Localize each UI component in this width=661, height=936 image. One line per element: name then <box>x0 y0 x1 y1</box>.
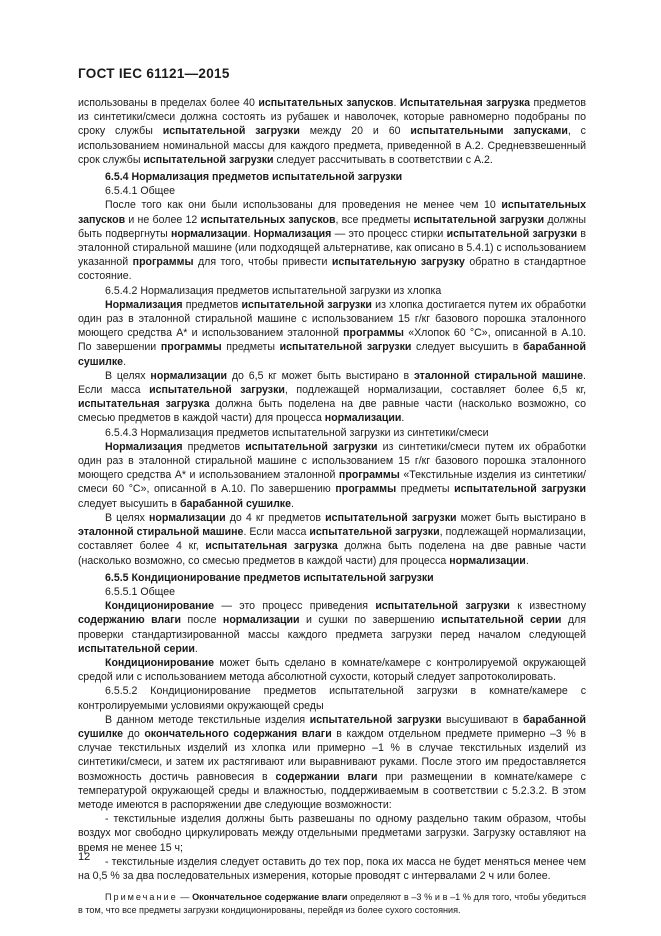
text-run: 6.5.5.1 Общее <box>105 585 176 598</box>
text-run: . Если масса <box>78 369 586 397</box>
bold-term: Нормализация <box>105 440 183 453</box>
text-run: должна быть поделена на две равные части (насколько возможно, со смесью предметов в каждой части) для процесса <box>78 540 586 567</box>
bold-term: программы <box>343 327 404 340</box>
bold-term: испытательная загрузка <box>78 398 210 411</box>
text-run: между 20 и 60 <box>299 125 411 138</box>
bold-term: Испытательная загрузка <box>399 97 531 109</box>
text-run: В целях <box>105 511 149 524</box>
bold-term: испытательной загрузки <box>325 511 457 524</box>
bold-term: окончательного содержания влаги <box>144 727 332 740</box>
bold-term: 6.5.4 Нормализация предметов испытательной загрузки <box>105 171 403 184</box>
bold-term: испытательных запусков <box>78 199 586 226</box>
paragraph <box>78 571 586 585</box>
bold-term: Нормализация <box>253 227 332 240</box>
text-run: — это процесс приведения <box>214 600 376 613</box>
text-run: следует рассчитывать в соответствии с А.2. <box>273 153 493 166</box>
text-run: предметы <box>396 483 455 496</box>
text-run: - текстильные изделия должны быть развешаны по одному раздельно таким образом, чтобы воздух мог свободно циркулировать между отдельными предметами загрузки. Загрузку оставляют на время не менее 15 ч; <box>78 813 586 854</box>
text-run: предметы <box>221 341 280 354</box>
text-run: . <box>123 355 127 368</box>
paragraph <box>78 440 586 511</box>
bold-term: испытательной загрузки <box>309 526 440 539</box>
text-run: из хлопка достигается путем их обработки один раз в эталонной стиральной машине с использованием 15 г/кг базового порошка эталонного моющего средства А* и использованием эталонной <box>78 298 587 340</box>
text-run: 6.5.4.2 Нормализация предметов испытательной загрузки из хлопка <box>105 284 442 297</box>
bold-term: испытательной загрузки <box>375 600 510 613</box>
text-run: в каждом отдельном предмете примерно –3 % в случае текстильных изделий из хлопка или примерно –1 % в случае текстильных изделий из синтетики/смеси, и затем их растягивают или выравнивают руками. После этого им предоставляется возможность достичь равновесия в <box>78 727 586 783</box>
bold-term: Кондиционирование <box>105 600 214 613</box>
text-run: высушивают в <box>441 713 523 726</box>
paragraph <box>78 684 586 712</box>
text-run: до <box>123 727 145 740</box>
note-term: Окончательное содержание влаги <box>192 892 348 903</box>
bold-term: испытательной загрузки <box>149 384 285 397</box>
bold-term: испытательной загрузки <box>245 440 378 453</box>
text-run: . <box>393 97 400 109</box>
bold-term: испытательной серии <box>78 642 195 655</box>
bold-term: испытательная загрузка <box>205 540 338 553</box>
note-text: определяют в –3 % и в –1 % для того, чтобы убедиться в том, что все предметы загрузки кондиционированы, перейдя из более сухого состояния. <box>78 892 586 916</box>
note <box>78 891 586 917</box>
text-run: «Текстильные изделия из синтетики/смеси 60 °С», описанной в А.10. По завершению <box>78 469 586 496</box>
note-dash: — <box>177 892 193 903</box>
text-run: к известному <box>509 600 587 613</box>
bold-term: нормализации <box>449 554 526 567</box>
text-run: и сушки по завершению <box>299 614 442 627</box>
text-run: . Если масса <box>243 526 310 539</box>
text-run: . <box>401 412 405 425</box>
bold-term: программы <box>338 469 400 482</box>
bold-term: испытательными запусками <box>410 125 568 138</box>
bold-term: нормализации <box>170 227 248 240</box>
bold-term: испытательных запусков <box>200 213 336 226</box>
text-run: , все предметы <box>335 213 414 226</box>
paragraph <box>78 656 586 684</box>
bold-term: испытательной загрузки <box>241 298 372 311</box>
text-run: , подлежащей нормализации, составляет более 6,5 кг, <box>284 384 587 397</box>
bold-term: эталонной стиральной машине <box>413 369 584 382</box>
text-run: 6.5.5.2 Кондиционирование предметов испытательной загрузки в комнате/камере с контролируемыми условиями окружающей среды <box>78 685 586 712</box>
bold-term: Кондиционирование <box>105 656 214 669</box>
text-run: После того как они были использованы для проведения не менее чем 10 <box>105 199 502 212</box>
paragraph <box>78 812 586 855</box>
text-run: из синтетики/смеси путем их обработки один раз в эталонной стиральной машине с использованием 15 г/кг базового порошка эталонного моющего средства А* и использованием эталонной <box>78 440 587 482</box>
text-run: до 6,5 кг может быть выстирано в <box>227 369 414 382</box>
paragraph <box>78 585 586 599</box>
bold-term: программы <box>335 483 397 496</box>
text-run: - текстильные изделия следует оставить до тех пор, пока их масса не будет меняться менее чем на 0,5 % за два последовательных измерения, которые проводят с интервалами 2 ч или более. <box>78 855 586 882</box>
bold-term: 6.5.5 Кондиционирование предметов испытательной загрузки <box>105 571 434 584</box>
text-run: для того, чтобы привести <box>193 256 332 269</box>
bold-term: испытательной загрузки <box>279 341 412 354</box>
bold-term: барабанной сушилке <box>78 341 586 368</box>
text-run: В целях <box>105 369 151 382</box>
document-header: ГОСТ IEC 61121—2015 <box>78 66 230 81</box>
paragraph <box>78 298 586 369</box>
note-label: Примечание <box>105 892 178 903</box>
text-run: после <box>181 614 223 627</box>
paragraph <box>78 369 586 426</box>
text-run: следует высушить в <box>411 341 523 354</box>
paragraph <box>78 96 586 167</box>
bold-term: испытательной загрузки <box>446 227 578 240</box>
bold-term: испытательной серии <box>441 614 562 627</box>
text-run: должны быть подвергнуты <box>78 213 586 240</box>
bold-term: Нормализация <box>105 298 183 311</box>
paragraph <box>78 426 586 440</box>
text-run: . <box>247 227 254 240</box>
paragraph <box>78 511 586 568</box>
paragraph <box>78 599 586 656</box>
paragraph <box>78 855 586 883</box>
text-run: может быть выстирано в <box>456 511 587 524</box>
bold-term: содержании влаги <box>275 770 378 783</box>
bold-term: нормализации <box>149 511 226 524</box>
text-run: , подлежащей нормализации, составляет более 4 кг, <box>78 526 586 553</box>
bold-term: нормализации <box>222 614 300 627</box>
text-run: следует высушить в <box>78 497 180 510</box>
page-number: 12 <box>78 851 91 863</box>
bold-term: испытательной загрузки <box>454 483 586 496</box>
document-body <box>78 96 586 917</box>
bold-term: барабанной сушилке <box>78 713 587 740</box>
bold-term: программы <box>132 256 194 269</box>
text-run: обратно в стандартное состояние. <box>78 256 586 283</box>
paragraph <box>78 713 586 812</box>
bold-term: испытательных запусков <box>258 97 394 109</box>
text-run: «Хлопок 60 °С», описанной в А.10. По завершении <box>78 327 587 354</box>
text-run: , с использованием номинальной массы для каждого предмета, приведенной в А.2. Средневзвешенный срок службы <box>78 125 586 166</box>
paragraph <box>78 284 586 298</box>
paragraph <box>78 184 586 198</box>
text-run: использованы в пределах более 40 <box>78 97 259 109</box>
bold-term: содержанию влаги <box>78 614 182 627</box>
text-run: . <box>525 554 529 567</box>
text-run: для проверки стандартизированной массы каждого предмета загрузки перед началом следующей <box>78 614 586 641</box>
bold-term: испытательной загрузки <box>162 125 300 138</box>
text-run: 6.5.4.3 Нормализация предметов испытательной загрузки из синтетики/смеси <box>105 426 489 439</box>
paragraph <box>78 170 586 184</box>
bold-term: барабанной сушилке <box>179 497 291 510</box>
text-run: может быть сделано в комнате/камере с контролируемой окружающей средой или с использованием метода абсолютной сухости, который следует запротоколировать. <box>78 656 586 684</box>
bold-term: нормализации <box>324 412 402 425</box>
text-run: и не более 12 <box>125 213 201 226</box>
bold-term: нормализации <box>150 369 228 382</box>
bold-term: эталонной стиральной машине <box>78 526 244 539</box>
bold-term: испытательной загрузки <box>309 713 442 726</box>
text-run: предметов <box>182 298 242 311</box>
text-run: при размещении в комнате/камере с температурой окружающей среды и влажностью, поддерживаемым в соответствии с 5.2.3.2. В этом методе имеются в распоряжении две следующие возможности: <box>78 770 586 811</box>
paragraph <box>78 198 586 283</box>
text-run: В данном методе текстильные изделия <box>105 713 310 726</box>
text-run: должна быть поделена на две равные части (насколько возможно, со смесью предметов в каждой части) для процесса <box>78 398 586 425</box>
text-run: до 4 кг предметов <box>225 511 326 524</box>
text-run: предметов <box>182 440 246 453</box>
text-run: — это процесс стирки <box>331 227 447 240</box>
bold-term: испытательной загрузки <box>143 153 274 166</box>
text-run: предметов из синтетики/смеси должна состоять из рубашек и наволочек, которые равномерно подобраны по сроку службы <box>78 97 586 138</box>
text-run: 6.5.4.1 Общее <box>105 185 176 198</box>
text-run: в эталонной стиральной машине (или подходящей альтернативе, как описано в 5.4.1) с использованием указанной <box>78 227 587 269</box>
bold-term: испытательной загрузки <box>413 213 545 226</box>
text-run: . <box>291 497 294 510</box>
bold-term: испытательную загрузку <box>331 256 465 269</box>
bold-term: программы <box>160 341 222 354</box>
text-run: . <box>194 642 198 655</box>
